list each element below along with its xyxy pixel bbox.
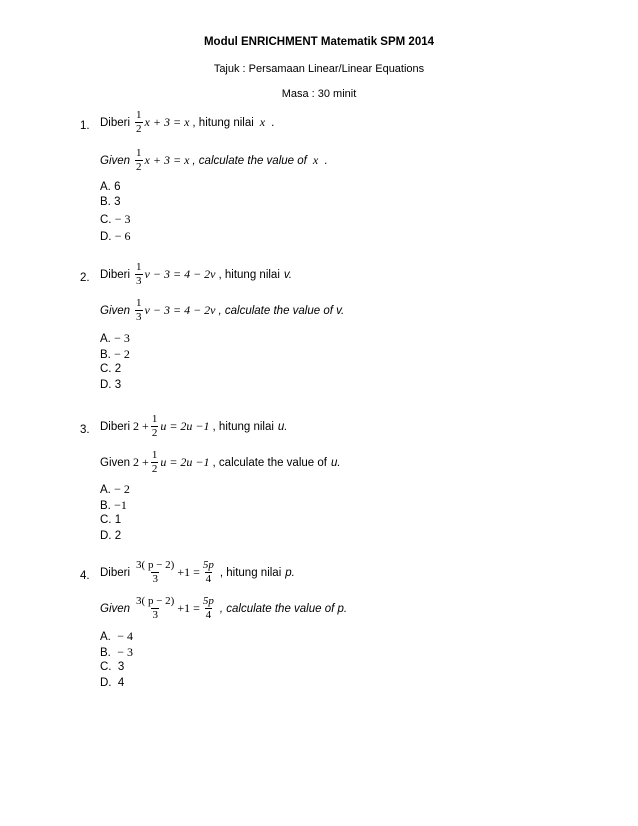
question-english (100, 298, 344, 323)
numerator: 3( p − 2) (136, 595, 175, 607)
denominator: 4 (205, 573, 212, 585)
denominator: 4 (205, 609, 212, 621)
option-c: C. 2 (100, 363, 122, 375)
denominator: 2 (136, 123, 142, 135)
lead-text: Given (100, 602, 131, 615)
document-title: Modul ENRICHMENT Matematik SPM 2014 (203, 36, 435, 48)
fraction (151, 450, 159, 475)
lead-text: Diberi (100, 116, 131, 129)
equation-middle: +1 = (177, 565, 200, 579)
numerator: 1 (136, 297, 142, 309)
equation-prefix: 2 + (133, 419, 149, 433)
option-c: C. 1 (100, 514, 122, 526)
fraction-left (135, 560, 175, 585)
option-a: A. 6 (100, 181, 121, 193)
equation (133, 450, 209, 475)
variable: v. (283, 268, 292, 281)
lead-text: Given (100, 456, 131, 469)
tail-text: , hitung nilai (218, 268, 280, 281)
numerator: 1 (151, 413, 158, 425)
variable: u. (330, 456, 341, 469)
option-b: B. − 3 (100, 645, 134, 659)
equation-rest: u = 2u −1 (160, 419, 210, 433)
option-a: A. − 3 (100, 331, 130, 345)
question-number: 1. (80, 120, 90, 132)
equation-prefix: 2 + (133, 455, 149, 469)
denominator: 3 (152, 573, 158, 585)
lead-text: Diberi (100, 566, 131, 579)
question-english (100, 450, 341, 475)
numerator: 1 (136, 109, 142, 121)
equation (133, 596, 217, 621)
fraction (135, 148, 143, 173)
equation-rest: v − 3 = 4 − 2v (144, 303, 216, 317)
lead-text: Given (100, 154, 131, 167)
end-text: . (271, 116, 275, 129)
document-topic: Tajuk : Persamaan Linear/Linear Equations (213, 63, 425, 75)
denominator: 3 (152, 609, 158, 621)
variable: u. (277, 420, 288, 433)
equation-rest: x + 3 = x (144, 115, 190, 129)
fraction (135, 262, 143, 287)
numerator: 1 (151, 449, 158, 461)
variable: x (259, 115, 266, 129)
fraction (135, 110, 143, 135)
tail-text: , hitung nilai (212, 420, 274, 433)
option-b: B. 3 (100, 196, 121, 208)
option-b: B. − 2 (100, 347, 130, 361)
tail-text: , calculate the value of (212, 456, 327, 469)
variable: p. (285, 566, 295, 579)
equation (133, 560, 217, 585)
fraction-right (202, 560, 215, 585)
denominator: 3 (136, 275, 142, 287)
lead-text: Diberi (100, 268, 131, 281)
question-english (100, 596, 347, 621)
equation (133, 414, 209, 439)
question-number: 3. (80, 424, 90, 436)
equation-middle: +1 = (177, 601, 200, 615)
numerator: 3( p − 2) (136, 559, 175, 571)
option-a: A. − 2 (100, 482, 130, 496)
denominator: 2 (151, 463, 158, 475)
option-d: D. 3 (100, 379, 122, 391)
numerator: 1 (136, 261, 142, 273)
question-malay (100, 414, 288, 439)
option-c: C. 3 (100, 661, 125, 673)
question-number: 2. (80, 272, 90, 284)
option-d: D. − 6 (100, 229, 131, 243)
tail-text: , calculate the value of p. (219, 602, 348, 615)
numerator: 5p (202, 559, 214, 571)
equation (133, 148, 189, 173)
end-text: . (324, 154, 328, 167)
question-english (100, 148, 327, 173)
option-b: B. −1 (100, 498, 127, 512)
option-d: D. 2 (100, 530, 122, 542)
fraction-right (202, 596, 215, 621)
denominator: 2 (151, 427, 158, 439)
fraction-left (135, 596, 175, 621)
equation-rest: x + 3 = x (144, 153, 190, 167)
option-d: D. 4 (100, 677, 125, 689)
fraction (135, 298, 143, 323)
equation-rest: u = 2u −1 (160, 455, 210, 469)
tail-text: , hitung nilai (219, 566, 282, 579)
question-number: 4. (80, 570, 90, 582)
equation (133, 298, 215, 323)
equation (133, 262, 215, 287)
equation (133, 110, 189, 135)
question-malay (100, 560, 295, 585)
numerator: 5p (202, 595, 214, 607)
question-malay (100, 262, 292, 287)
document-time: Masa : 30 minit (281, 88, 357, 100)
tail-text: , calculate the value of v. (218, 304, 345, 317)
lead-text: Diberi (100, 420, 131, 433)
denominator: 3 (136, 311, 142, 323)
tail-text: , calculate the value of (192, 154, 307, 167)
option-c: C. − 3 (100, 212, 131, 226)
variable: x (312, 153, 319, 167)
denominator: 2 (136, 161, 142, 173)
option-a: A. − 4 (100, 629, 134, 643)
equation-rest: v − 3 = 4 − 2v (144, 267, 216, 281)
lead-text: Given (100, 304, 131, 317)
question-malay (100, 110, 274, 135)
numerator: 1 (136, 147, 142, 159)
tail-text: , hitung nilai (192, 116, 254, 129)
fraction (151, 414, 159, 439)
